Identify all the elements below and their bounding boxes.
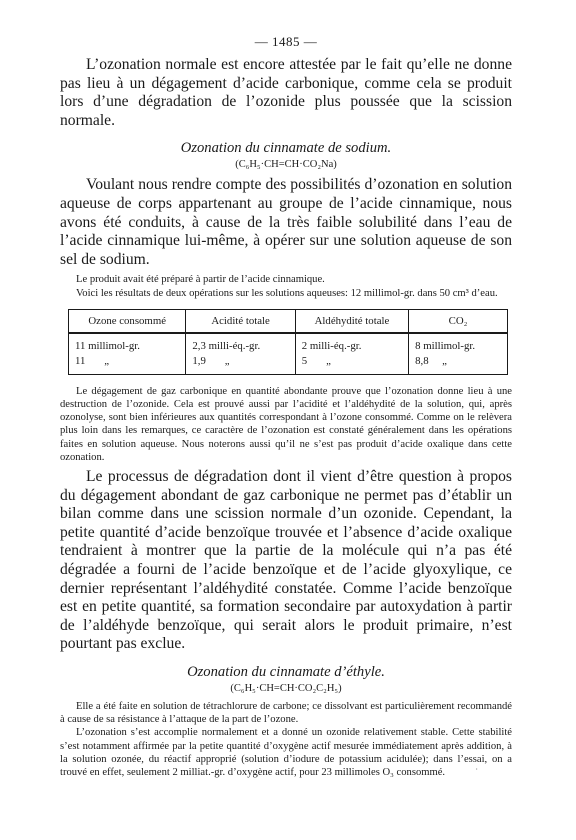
- header-aldehydite: Aldéhydité totale: [295, 309, 408, 333]
- margin-mark: ·: [475, 765, 478, 774]
- table-cell: 8 millimol-gr.: [409, 333, 508, 355]
- paragraph-degagement: Le dégagement de gaz carbonique en quantité abondante prouve que l’ozonation donne lieu à une destruction de l’ozonide. Cela est prouvé aussi par l’acidité et l’aldéhydité de la solution, qui, après ozonolyse, sont bien inférieures aux quantités correspondant à l’ozone consommé. Comme on le relèvera plus loin dans les remarques, ce caractère de l’ozonation est constaté généralement dans les opérations faites en solution aqueuse. Nous noterons aussi qu’il ne s’est pas produit d’acide oxalique dans cette ozonation.: [60, 385, 512, 463]
- table-cell: 11 „: [75, 355, 110, 368]
- header-acidite: Acidité totale: [186, 309, 295, 333]
- table-cell: 8,8 „: [409, 354, 508, 374]
- table-cell: 2 milli-éq.-gr.: [295, 333, 408, 355]
- header-ozone: Ozone consommé: [69, 309, 186, 333]
- table-header-row: [69, 309, 508, 333]
- paragraph-processus: Le processus de dégradation dont il vient d’être question à propos du dégagement abondant de gaz carbonique ne permet pas d’établir un bilan comme dans une scission normale d’un ozonide. Cependant, la petite quantité d’acide benzoïque trouvée et l’absence d’acide oxalique tendraient à montrer que la partie de la molécule qui n’a pas été dégradée a fourni de l’acide benzoïque et de l’acide glyoxylique, ce dernier représentant l’aldéhydité constatée. Comme l’acide benzoïque est en petite quantité, sa formation secondaire par autoxydation à partir de l’aldéhyde benzoïque, qui serait alors le produit primaire, n’est pourtant pas exclue.: [60, 467, 512, 653]
- paragraph-intro-sodium: Voulant nous rendre compte des possibilités d’ozonation en solution aqueuse de corps appartenant au groupe de l’acide cinnamique, nous avons été conduits, à cause de la très faible solubilité dans l’eau de l’acide cinnamique lui-même, à opérer sur une solution aqueuse de son sel de sodium.: [60, 176, 512, 268]
- document-page: [60, 34, 512, 779]
- section-heading-ethyle: Ozonation du cinnamate d’éthyle.: [187, 663, 385, 680]
- formula-ethyl-cinnamate: (C₆H₅·CH=CH·CO₂C₂H₅): [230, 682, 342, 694]
- header-co2: CO₂: [409, 309, 508, 333]
- note-preparation: Le produit avait été préparé à partir de l’acide cinnamique.: [76, 274, 325, 286]
- page-number: — 1485 —: [254, 34, 318, 49]
- table-cell: 1,9 „: [186, 354, 295, 374]
- paragraph-stabilite: L’ozonation s’est accomplie normalement et a donné un ozonide relativement stable. Cette stabilité s’est notamment affirmée par la petite quantité d’oxygène actif mesurée immédiatement après addition, à la solution ozonée, du réactif approprié (solution d’iodure de potassium acidulée); dans l’essai, on a trouvé en effet, seulement 2 milliat.-gr. d’oxygène actif, pour 23 millimoles O₃ consommé.: [60, 727, 512, 778]
- section-heading-sodium: Ozonation du cinnamate de sodium.: [180, 140, 392, 157]
- paragraph-ozonation-normale: L’ozonation normale est encore attestée par le fait qu’elle ne donne pas lieu à un dégagement d’acide carbonique, comme cela se produit lors d’une dégradation de l’ozonide plus poussée que la scission normale.: [60, 56, 512, 129]
- note-results: Voici les résultats de deux opérations sur les solutions aqueuses: 12 millimol-gr. dans 50 cm³ d’eau.: [76, 287, 498, 299]
- results-table: [68, 309, 508, 375]
- formula-sodium-cinnamate: (C₆H₅·CH=CH·CO₂Na): [235, 159, 337, 171]
- table-cell: 11 millimol-gr.: [75, 339, 140, 352]
- table-row: [69, 333, 508, 355]
- table-row: [69, 354, 508, 374]
- table-cell: 2,3 milli-éq.-gr.: [186, 333, 295, 355]
- table-cell: 5 „: [295, 354, 408, 374]
- paragraph-solvant: Elle a été faite en solution de tétrachlorure de carbone; ce dissolvant est particulièrement recommandé à cause de sa résistance à l’attaque de la part de l’ozone.: [60, 700, 512, 726]
